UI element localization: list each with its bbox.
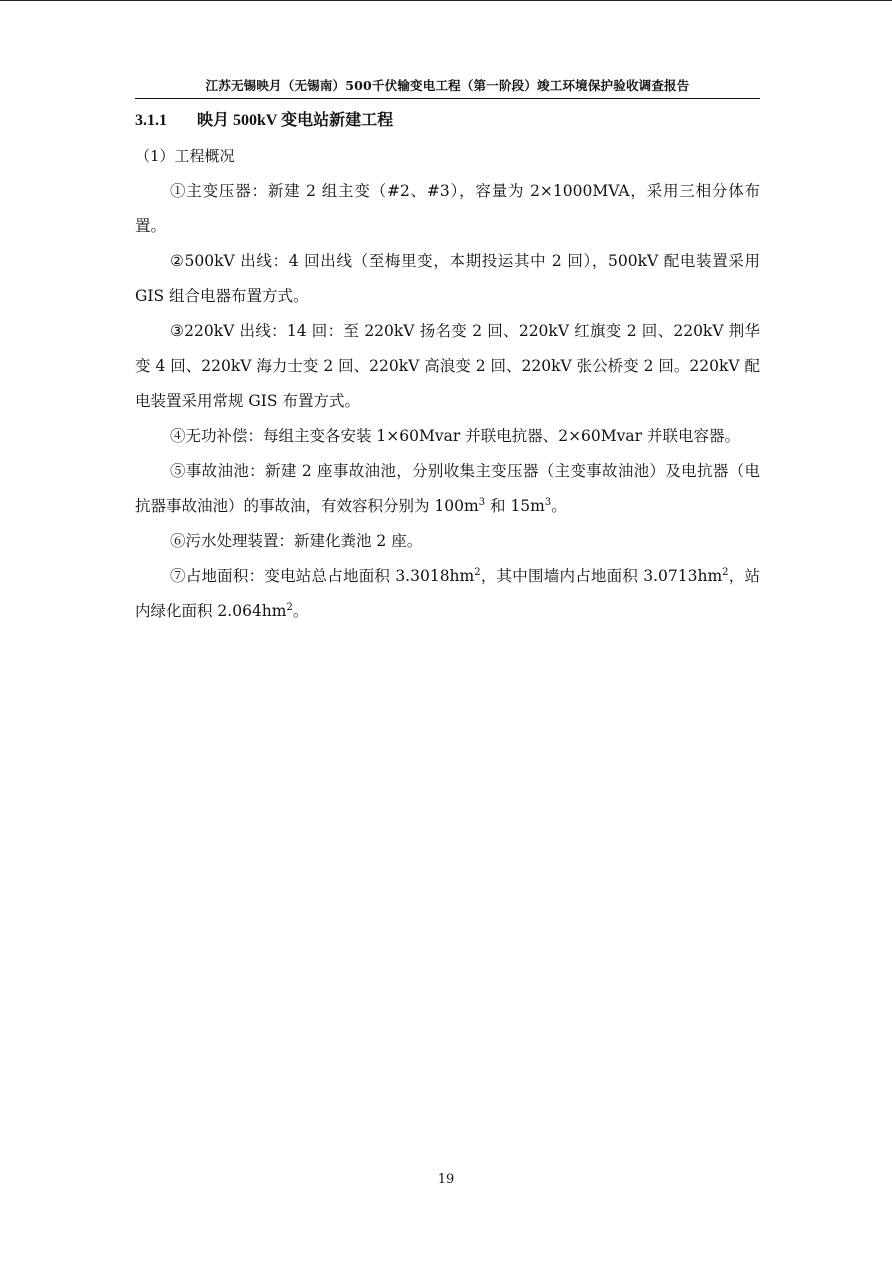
oil-pool-text-c: 。 xyxy=(551,497,567,515)
paragraph-500kv-outlet: ②500kV 出线：4 回出线（至梅里变，本期投运其中 2 回），500kV 配电装置采用 GIS 组合电器布置方式。 xyxy=(135,252,760,305)
subsection-heading: （1）工程概况 xyxy=(135,147,235,165)
running-header: 江苏无锡映月（无锡南）500千伏输变电工程（第一阶段）竣工环境保护验收调查报告 xyxy=(205,78,690,93)
header-rule xyxy=(135,98,760,99)
land-area-text-d: 。 xyxy=(292,602,309,620)
paragraph-land-area xyxy=(135,559,760,629)
section-heading xyxy=(135,106,760,136)
paragraph-reactive-compensation: ④无功补偿：每组主变各安装 1×60Mvar 并联电抗器、2×60Mvar 并联电容器。 xyxy=(170,427,740,445)
oil-pool-sup-b: 3 xyxy=(544,496,552,508)
page-number: 19 xyxy=(437,1172,455,1187)
paragraph-220kv-outlet: ③220kV 出线：14 回：至 220kV 扬名变 2 回、220kV 红旗变 2 回、220kV 荆华变 4 回、220kV 海力士变 2 回、220kV 高浪变 2 回、220kV 张公桥变 2 回。220kV 配电装置采用常规 GIS 布置方式。 xyxy=(135,322,760,410)
section-title: 映月 500kV 变电站新建工程 xyxy=(197,112,394,129)
land-area-text-c: ，站内绿化面积 2.064hm xyxy=(135,567,760,620)
paragraph-accident-oil-pool xyxy=(135,454,760,524)
page-body xyxy=(135,106,760,629)
land-area-text-a: ⑦占地面积：变电站总占地面积 3.3018hm xyxy=(170,567,475,585)
land-area-text-b: ，其中围墙内占地面积 3.0713hm xyxy=(480,567,723,585)
oil-pool-text-a: ⑤事故油池：新建 2 座事故油池，分别收集主变压器（主变事故油池）及电抗器（电抗器事故油池）的事故油，有效容积分别为 100m xyxy=(135,462,760,515)
land-area-sup-a: 2 xyxy=(474,566,481,578)
paragraph-main-transformer: ①主变压器：新建 2 组主变（#2、#3），容量为 2×1000MVA，采用三相分体布置。 xyxy=(135,182,760,235)
page-top-border xyxy=(0,0,892,1)
oil-pool-sup-a: 3 xyxy=(478,496,486,508)
land-area-sup-b: 2 xyxy=(722,566,729,578)
oil-pool-text-b: 和 15m xyxy=(485,497,545,515)
paragraph-sewage-treatment: ⑥污水处理装置：新建化粪池 2 座。 xyxy=(170,532,423,550)
section-number: 3.1.1 xyxy=(135,112,167,129)
land-area-sup-c: 2 xyxy=(286,601,293,613)
